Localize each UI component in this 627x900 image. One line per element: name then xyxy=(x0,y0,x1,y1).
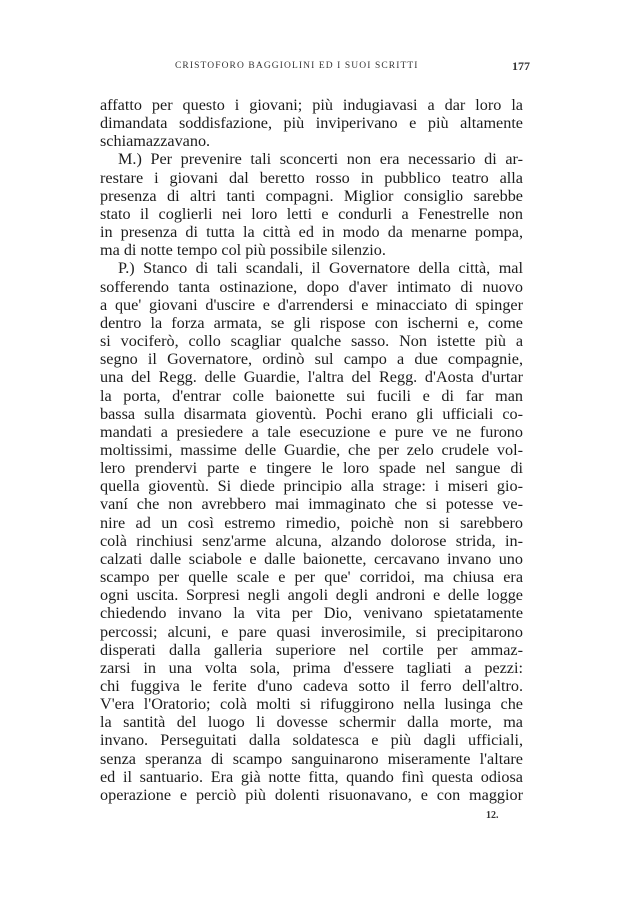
text-line: sofferendo tanta ostinazione, dopo d'aver intimato di nuovo xyxy=(100,277,523,296)
text-line: quella gioventù. Si diede principio alla strage: i miseri gio- xyxy=(100,477,523,496)
text-line: disperati dalla galleria superiore nel cortile per ammaz- xyxy=(100,640,523,659)
text-line: schiamazzavano. xyxy=(100,132,211,151)
page-header xyxy=(100,61,528,75)
text-line: lero prendervi parte e tingere le loro spade nel sangue di xyxy=(100,459,523,478)
page-number: 177 xyxy=(512,59,530,73)
text-line: chi fuggiva le ferite d'uno cadeva sotto il ferro dell'altro. xyxy=(100,677,523,695)
text-line: chiedendo invano la vita per Dio, venivano spietatamente xyxy=(100,604,523,623)
text-line: V'era l'Oratorio; colà molti si rifuggirono nella lusinga che xyxy=(100,695,523,714)
text-line: segno il Governatore, ordinò sul campo a due compagnie, xyxy=(100,350,523,369)
text-line: moltissimi, massime delle Guardie, che per zelo crudele vol- xyxy=(100,440,523,459)
text-line: bassa sulla disarmata gioventù. Pochi erano gli ufficiali co- xyxy=(100,404,523,423)
running-title: CRISTOFORO BAGGIOLINI ED I SUOI SCRITTI xyxy=(175,61,419,71)
text-line: calzati dalle sciabole e dalle baionette, cercavano invano uno xyxy=(100,549,523,568)
text-line: restare i giovani dal beretto rosso in pubblico teatro alla xyxy=(100,168,523,187)
text-line: invano. Perseguitati dalla soldatesca e più dagli ufficiali, xyxy=(100,731,523,750)
text-line: in presenza di tutta la città ed in modo da menarne pompa, xyxy=(100,223,523,242)
text-line: P.) Stanco di tali scandali, il Governatore della città, mal xyxy=(118,259,523,278)
text-line: scampo per quelle scale e per que' corridoi, ma chiusa era xyxy=(100,568,523,587)
text-line: dentro la forza armata, se gli rispose con ischerni e, come xyxy=(100,313,523,332)
text-line: ma di notte tempo col più possibile silenzio. xyxy=(100,241,386,260)
text-line: M.) Per prevenire tali sconcerti non era necessario di ar- xyxy=(118,150,523,169)
text-line: senza speranza di scampo sanguinarono miseramente l'altare xyxy=(100,749,523,768)
text-line: nire ad un così estremo rimedio, poichè non si sarebbero xyxy=(100,513,523,532)
signature-mark: 12. xyxy=(486,810,499,821)
text-line: affatto per questo i giovani; più indugiavasi a dar loro la xyxy=(100,96,523,114)
text-line: vaní che non avrebbero mai immaginato che si potesse ve- xyxy=(100,495,523,514)
text-line: percossi; alcuni, e pare quasi inverosimile, si precipitarono xyxy=(100,622,523,641)
text-line: si vociferò, collo scagliar qualche sasso. Non istette più a xyxy=(100,332,523,351)
text-line: operazione e perciò più dolenti risuonavano, e con maggior xyxy=(100,785,523,804)
text-line: la santità del luogo li dovesse schermir dalla morte, ma xyxy=(100,713,523,732)
text-line: colà rinchiusi senz'arme alcuna, alzando dolorose strida, in- xyxy=(100,531,523,550)
text-line: stato il coglierli nei loro letti e condurli a Fenestrelle non xyxy=(100,204,523,223)
page-body xyxy=(100,96,523,804)
text-line: zarsi in una volta sola, prima d'essere tagliati a pezzi: xyxy=(100,658,523,677)
text-line: la porta, d'entrar colle baionette sui fucili e di far man xyxy=(100,386,523,405)
text-line: dimandata soddisfazione, più inviperivano e più altamente xyxy=(100,114,523,133)
text-line: a que' giovani d'uscire e d'arrendersi e minacciato di spinger xyxy=(100,295,523,314)
text-line: una del Regg. delle Guardie, l'altra del Regg. d'Aosta d'urtar xyxy=(100,368,523,387)
text-line: ogni uscita. Sorpresi negli angoli degli androni e delle logge xyxy=(100,586,523,605)
text-line: presenza di altri tanti compagni. Miglior consiglio sarebbe xyxy=(100,186,523,205)
text-line: mandati a presiedere a tale esecuzione e pure ve ne furono xyxy=(100,422,523,441)
text-line: ed il santuario. Era già notte fitta, quando finì questa odiosa xyxy=(100,767,523,786)
